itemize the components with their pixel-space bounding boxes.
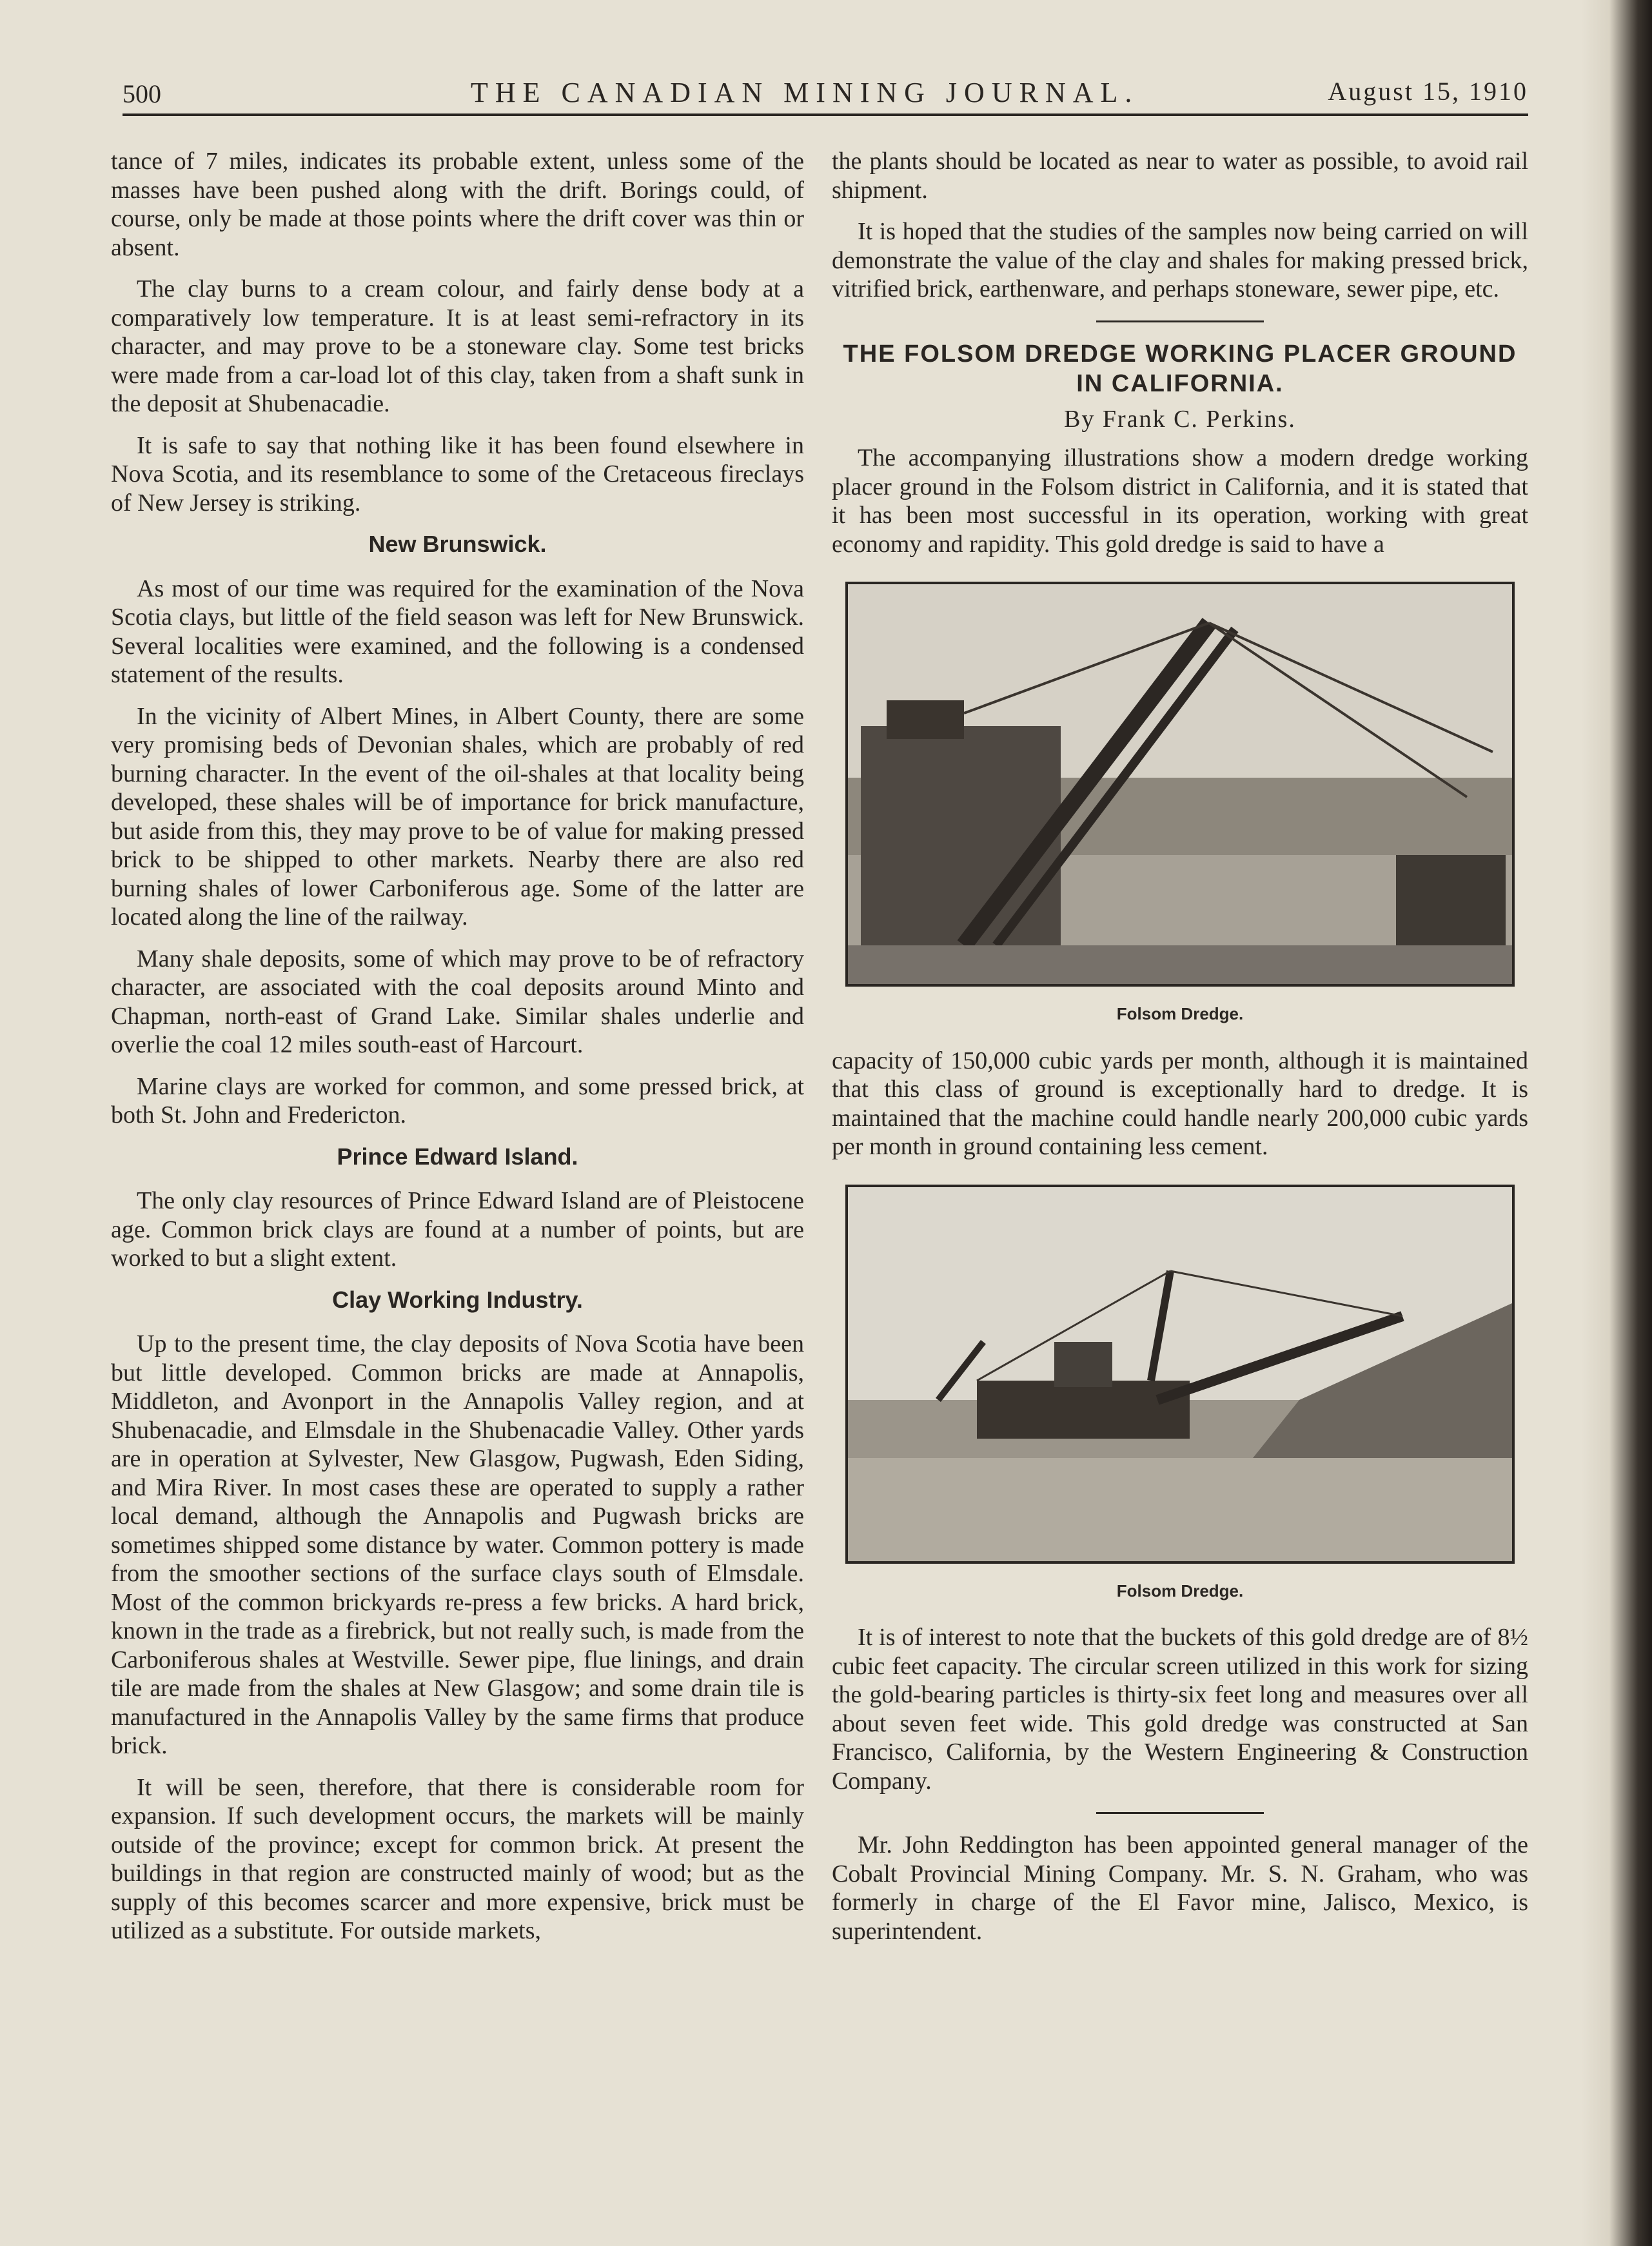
- section-divider: [1096, 320, 1264, 322]
- issue-date: August 15, 1910: [1328, 77, 1528, 106]
- photo-caption-2: Folsom Dredge.: [1116, 1581, 1244, 1601]
- paragraph: It is hoped that the studies of the samples now being carried on will demonstrate the value of the clay and shales for making pressed brick, vitrified brick, earthenware, and perhaps stoneware, sewer pipe, etc.: [832, 218, 1528, 302]
- paragraph: Mr. John Reddington has been appointed general manager of the Cobalt Provincial Mining Company. Mr. S. N. Graham, who was formerly in charge of the El Favor mine, Jalisco, Mexico, is superintendent.: [832, 1831, 1528, 1945]
- dredge-illustration: [848, 1187, 1512, 1561]
- paragraph: the plants should be located as near to water as possible, to avoid rail shipment.: [832, 148, 1528, 204]
- paragraph: The clay burns to a cream colour, and fairly dense body at a comparatively low temperature. It is at least semi-refractory in its character, and may prove to be a stoneware clay. Some test bricks were made from a car-load lot of this clay, taken from a shaft sunk in the deposit at Shubenacadie.: [111, 275, 804, 417]
- right-column: [832, 147, 1528, 1958]
- article-byline: By Frank C. Perkins.: [1064, 405, 1296, 433]
- article-title: THE FOLSOM DREDGE WORKING PLACER GROUND IN CALIFORNIA.: [843, 340, 1517, 397]
- dredge-illustration: [848, 584, 1512, 984]
- section-heading-new-brunswick: New Brunswick.: [368, 531, 547, 557]
- section-divider: [1096, 1812, 1264, 1814]
- header-rule: [123, 113, 1528, 116]
- paragraph: capacity of 150,000 cubic yards per month, although it is maintained that this class of ground is exceptionally hard to dredge. It is maintained that the machine could handle nearly 200,000 cubic yards per month in ground containing less cement.: [832, 1047, 1528, 1160]
- dredge-photo-2: [845, 1185, 1515, 1564]
- page-header: [123, 72, 1528, 117]
- section-heading-pei: Prince Edward Island.: [337, 1143, 578, 1170]
- paragraph: It will be seen, therefore, that there is considerable room for expansion. If such development occurs, the markets will be mainly outside of the province; except for common brick. At present the buildings in that region are constructed mainly of wood; but as the supply of this becomes scarcer and more expensive, brick must be utilized as a substitute. For outside markets,: [111, 1773, 804, 1944]
- page-number: 500: [123, 79, 161, 108]
- paragraph: tance of 7 miles, indicates its probable extent, unless some of the masses have been pushed along with the drift. Borings could, of course, only be made at those points where the drift cover was thin or absent.: [111, 148, 804, 261]
- section-heading-clay-working: Clay Working Industry.: [332, 1286, 583, 1313]
- paragraph: As most of our time was required for the examination of the Nova Scotia clays, but little of the field season was left for New Brunswick. Several localities were examined, and the following is a condensed statement of the results.: [111, 575, 804, 688]
- paragraph: Many shale deposits, some of which may prove to be of refractory character, are associated with the coal deposits around Minto and Chapman, north-east of Grand Lake. Similar shales underlie and overlie the coal 12 miles south-east of Harcourt.: [111, 945, 804, 1058]
- left-column: [111, 147, 804, 1958]
- paragraph: The accompanying illustrations show a modern dredge working placer ground in the Folsom district in California, and it is stated that it has been most successful in its operation, working with great economy and rapidity. This gold dredge is said to have a: [832, 444, 1528, 558]
- page-edge-binding: [1581, 0, 1652, 2246]
- paragraph: Marine clays are worked for common, and some pressed brick, at both St. John and Fredericton.: [111, 1072, 804, 1128]
- paragraph: Up to the present time, the clay deposits of Nova Scotia have been but little developed. Common bricks are made at Annapolis, Middleton, and Avonport in the Annapolis Valley region, and at Shubenacadie, and Elmsdale in the Shubenacadie Valley. Other yards are in operation at Sylvester, New Glasgow, Pugwash, Eden Siding, and Mira River. In most cases these are operated to supply a rather local demand, although the Annapolis and Pugwash bricks are sometimes shipped some distance by water. Common pottery is made from the smoother sections of the surface clays south of Elmsdale. Most of the common brickyards re-press a few bricks. A hard brick, known in the trade as a firebrick, but not really such, is made from the Carboniferous shales at Westville. Sewer pipe, flue linings, and drain tile are made from the shales at New Glasgow; and some drain tile is manufactured in the Annapolis Valley by the same firms that produce brick.: [111, 1330, 804, 1759]
- dredge-photo-1: [845, 582, 1515, 987]
- paragraph: In the vicinity of Albert Mines, in Albert County, there are some very promising beds of Devonian shales, which are probably of red burning character. In the event of the oil-shales at that locality being developed, these shales will be of importance for brick manufacture, but aside from this, they may prove to be of value for making pressed brick to be shipped to other markets. Nearby there are also red burning shales of lower Carboniferous age. Some of the latter are located along the line of the railway.: [111, 702, 804, 931]
- journal-title: THE CANADIAN MINING JOURNAL.: [471, 77, 1139, 108]
- paragraph: It is safe to say that nothing like it has been found elsewhere in Nova Scotia, and its resemblance to some of the Cretaceous fireclays of New Jersey is striking.: [111, 431, 804, 517]
- photo-caption-1: Folsom Dredge.: [1116, 1004, 1244, 1023]
- paragraph: It is of interest to note that the buckets of this gold dredge are of 8½ cubic feet capacity. The circular screen utilized in this work for sizing the gold-bearing particles is thirty-six feet long and measures over all about seven feet wide. This gold dredge was constructed at San Francisco, California, by the Western Engineering & Construction Company.: [832, 1624, 1528, 1795]
- paragraph: The only clay resources of Prince Edward Island are of Pleistocene age. Common brick clays are found at a number of points, but are worked to but a slight extent.: [111, 1187, 804, 1272]
